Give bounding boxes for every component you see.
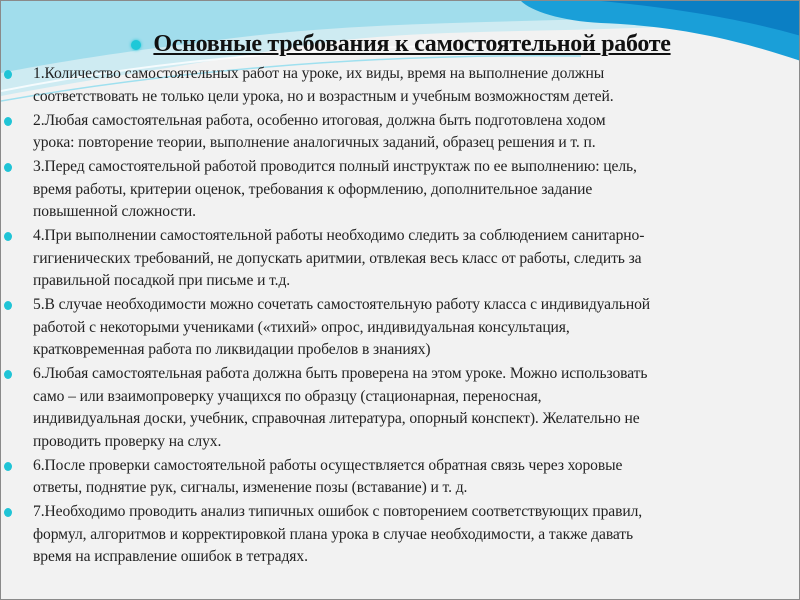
list-item-text-line: гигиенических требований, не допускать аритмии, отвлекая весь класс от работы, следить за [33, 249, 642, 267]
list-item [1, 294, 800, 362]
list-item-text-line: само – или взаимопроверку учащихся по образцу (стационарная, переносная, [33, 387, 542, 405]
list-item-text-line: время на исправление ошибок в тетрадях. [33, 548, 308, 565]
list-item-text-line: 6.После проверки самостоятельной работы осуществляется обратная связь через хоровые [33, 456, 623, 474]
bullet-icon [4, 508, 12, 517]
title-bullet-icon [131, 40, 141, 50]
list-item-text-line: 4.При выполнении самостоятельной работы необходимо следить за соблюдением санитарно- [33, 227, 645, 244]
list-item [1, 225, 800, 293]
requirements-list [1, 63, 800, 570]
list-item-text-line: время работы, критерии оценок, требования к оформлению, дополнительное задание [33, 180, 593, 198]
list-item [1, 501, 800, 569]
list-item-text-line: кратковременная работа по ликвидации пробелов в знаниях) [33, 341, 431, 358]
list-item-text-line: 7.Необходимо проводить анализ типичных ошибок с повторением соответствующих правил, [33, 503, 643, 520]
list-item-text-line: соответствовать не только цели урока, но и возрастным и учебным возможностям детей. [33, 87, 614, 105]
bullet-icon [4, 370, 12, 379]
bullet-icon [4, 462, 12, 471]
list-item-text-line: работой с некоторыми учениками («тихий» опрос, индивидуальная консультация, [33, 318, 570, 336]
list-item-text-line: 1.Количество самостоятельных работ на уроке, их виды, время на выполнение должны [33, 65, 605, 82]
list-item-text-line: индивидуальная доски, учебник, справочная литература, опорный конспект). Желательно не [33, 410, 640, 427]
list-item [1, 156, 800, 224]
title-row [1, 31, 800, 58]
bullet-icon [4, 163, 12, 172]
bullet-icon [4, 232, 12, 241]
list-item [1, 455, 800, 500]
list-item [1, 363, 800, 453]
list-item-text-line: 3.Перед самостоятельной работой проводится полный инструктаж по ее выполнению: цель, [33, 158, 637, 175]
list-item [1, 110, 800, 155]
list-item-text-line: 6.Любая самостоятельная работа должна быть проверена на этом уроке. Можно использовать [33, 365, 648, 382]
bullet-icon [4, 301, 12, 310]
list-item-text-line: 5.В случае необходимости можно сочетать самостоятельную работу класса с индивидуальной [33, 296, 651, 313]
list-item-text-line: правильной посадкой при письме и т.д. [33, 272, 291, 289]
list-item-text-line: ответы, поднятие рук, сигналы, изменение позы (вставание) и т. д. [33, 479, 468, 496]
list-item-text-line: урока: повторение теории, выполнение аналогичных заданий, образец решения и т. п. [33, 134, 596, 151]
bullet-icon [4, 70, 12, 79]
bullet-icon [4, 117, 12, 126]
list-item-text-line: 2.Любая самостоятельная работа, особенно итоговая, должна быть подготовлена ходом [33, 111, 606, 129]
slide-title: Основные требования к самостоятельной работе [153, 31, 671, 57]
list-item-text-line: повышенной сложности. [33, 203, 196, 220]
list-item-text-line: формул, алгоритмов и корректировкой плана урока в случае необходимости, а также давать [33, 525, 634, 543]
list-item [1, 63, 800, 108]
list-item-text-line: проводить проверку на слух. [33, 432, 222, 450]
